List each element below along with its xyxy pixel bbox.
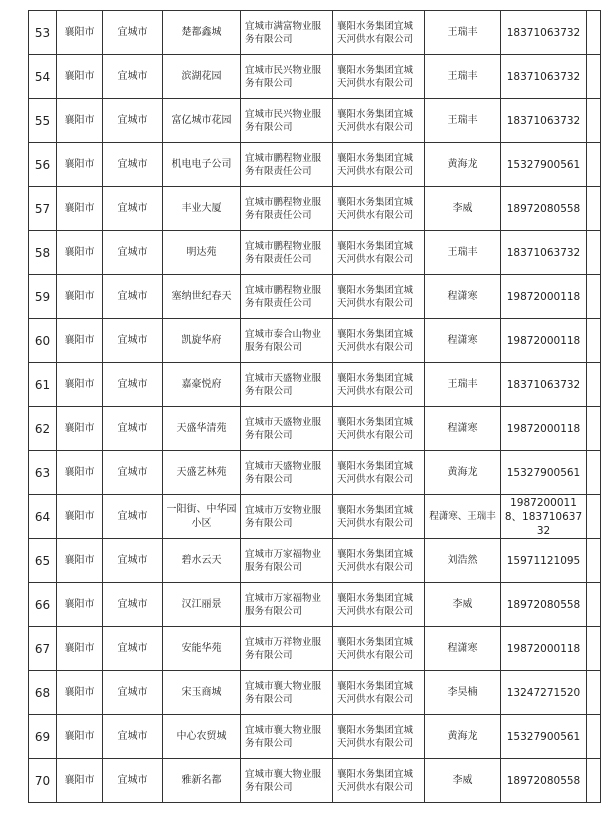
note-cell <box>587 495 601 539</box>
community-name-cell: 安能华苑 <box>163 627 241 671</box>
note-cell <box>587 143 601 187</box>
city-cell: 襄阳市 <box>57 275 103 319</box>
community-name-cell: 富亿城市花园 <box>163 99 241 143</box>
phone-number-cell: 19872000118 <box>501 275 587 319</box>
contact-person-cell: 黄海龙 <box>425 143 501 187</box>
contact-person-cell: 黄海龙 <box>425 715 501 759</box>
table-row <box>29 11 601 55</box>
water-company-cell: 襄阳水务集团宜城天河供水有限公司 <box>333 627 425 671</box>
phone-number-cell: 19872000118 <box>501 407 587 451</box>
water-company-cell: 襄阳水务集团宜城天河供水有限公司 <box>333 715 425 759</box>
property-company-cell: 宜城市万祥物业服务有限公司 <box>241 627 333 671</box>
community-name-cell: 机电电子公司 <box>163 143 241 187</box>
row-number-cell: 61 <box>29 363 57 407</box>
phone-number-cell: 18972080558 <box>501 187 587 231</box>
table-row <box>29 99 601 143</box>
note-cell <box>587 539 601 583</box>
contact-person-cell: 程潇寒 <box>425 319 501 363</box>
community-name-cell: 雅新名都 <box>163 759 241 803</box>
table-row <box>29 275 601 319</box>
phone-number-cell: 18371063732 <box>501 99 587 143</box>
row-number-cell: 55 <box>29 99 57 143</box>
property-company-cell: 宜城市天盛物业服务有限公司 <box>241 363 333 407</box>
county-cell: 宜城市 <box>103 759 163 803</box>
community-name-cell: 凯旋华府 <box>163 319 241 363</box>
city-cell: 襄阳市 <box>57 583 103 627</box>
city-cell: 襄阳市 <box>57 627 103 671</box>
county-cell: 宜城市 <box>103 11 163 55</box>
county-cell: 宜城市 <box>103 451 163 495</box>
county-cell: 宜城市 <box>103 55 163 99</box>
property-company-cell: 宜城市天盛物业服务有限公司 <box>241 451 333 495</box>
property-company-cell: 宜城市鹏程物业服务有限责任公司 <box>241 275 333 319</box>
contact-person-cell: 程潇寒 <box>425 275 501 319</box>
city-cell: 襄阳市 <box>57 99 103 143</box>
roster-body <box>29 11 601 803</box>
property-company-cell: 宜城市襄大物业服务有限公司 <box>241 715 333 759</box>
county-cell: 宜城市 <box>103 231 163 275</box>
community-name-cell: 天盛艺林苑 <box>163 451 241 495</box>
table-row <box>29 187 601 231</box>
note-cell <box>587 627 601 671</box>
county-cell: 宜城市 <box>103 363 163 407</box>
county-cell: 宜城市 <box>103 187 163 231</box>
note-cell <box>587 319 601 363</box>
contact-person-cell: 程潇寒、王瑞丰 <box>425 495 501 539</box>
phone-number-cell: 13247271520 <box>501 671 587 715</box>
note-cell <box>587 583 601 627</box>
row-number-cell: 69 <box>29 715 57 759</box>
city-cell: 襄阳市 <box>57 143 103 187</box>
community-name-cell: 一阳街、中华园小区 <box>163 495 241 539</box>
county-cell: 宜城市 <box>103 407 163 451</box>
community-name-cell: 天盛华清苑 <box>163 407 241 451</box>
phone-number-cell: 18371063732 <box>501 231 587 275</box>
row-number-cell: 57 <box>29 187 57 231</box>
property-company-cell: 宜城市民兴物业服务有限公司 <box>241 55 333 99</box>
note-cell <box>587 715 601 759</box>
water-company-cell: 襄阳水务集团宜城天河供水有限公司 <box>333 11 425 55</box>
contact-person-cell: 王瑞丰 <box>425 99 501 143</box>
phone-number-cell: 18972080558 <box>501 583 587 627</box>
table-row <box>29 231 601 275</box>
table-row <box>29 407 601 451</box>
row-number-cell: 58 <box>29 231 57 275</box>
water-company-cell: 襄阳水务集团宜城天河供水有限公司 <box>333 451 425 495</box>
county-cell: 宜城市 <box>103 275 163 319</box>
row-number-cell: 67 <box>29 627 57 671</box>
table-row <box>29 627 601 671</box>
property-company-cell: 宜城市泰合山物业服务有限公司 <box>241 319 333 363</box>
water-company-cell: 襄阳水务集团宜城天河供水有限公司 <box>333 671 425 715</box>
city-cell: 襄阳市 <box>57 495 103 539</box>
table-row <box>29 55 601 99</box>
water-company-cell: 襄阳水务集团宜城天河供水有限公司 <box>333 231 425 275</box>
note-cell <box>587 451 601 495</box>
city-cell: 襄阳市 <box>57 715 103 759</box>
water-company-cell: 襄阳水务集团宜城天河供水有限公司 <box>333 275 425 319</box>
table-row <box>29 583 601 627</box>
property-company-cell: 宜城市天盛物业服务有限公司 <box>241 407 333 451</box>
city-cell: 襄阳市 <box>57 407 103 451</box>
water-company-cell: 襄阳水务集团宜城天河供水有限公司 <box>333 55 425 99</box>
county-cell: 宜城市 <box>103 143 163 187</box>
city-cell: 襄阳市 <box>57 363 103 407</box>
water-company-cell: 襄阳水务集团宜城天河供水有限公司 <box>333 583 425 627</box>
contact-person-cell: 李昊楠 <box>425 671 501 715</box>
row-number-cell: 53 <box>29 11 57 55</box>
city-cell: 襄阳市 <box>57 319 103 363</box>
contact-person-cell: 程潇寒 <box>425 407 501 451</box>
county-cell: 宜城市 <box>103 583 163 627</box>
community-name-cell: 汉江丽景 <box>163 583 241 627</box>
contact-person-cell: 王瑞丰 <box>425 231 501 275</box>
property-company-cell: 宜城市万安物业服务有限公司 <box>241 495 333 539</box>
row-number-cell: 54 <box>29 55 57 99</box>
community-name-cell: 塞纳世纪春天 <box>163 275 241 319</box>
county-cell: 宜城市 <box>103 539 163 583</box>
table-row <box>29 451 601 495</box>
property-company-cell: 宜城市万家福物业服务有限公司 <box>241 583 333 627</box>
contact-person-cell: 黄海龙 <box>425 451 501 495</box>
note-cell <box>587 231 601 275</box>
phone-number-cell: 15327900561 <box>501 715 587 759</box>
city-cell: 襄阳市 <box>57 451 103 495</box>
row-number-cell: 70 <box>29 759 57 803</box>
property-company-cell: 宜城市襄大物业服务有限公司 <box>241 671 333 715</box>
row-number-cell: 62 <box>29 407 57 451</box>
note-cell <box>587 187 601 231</box>
contact-person-cell: 李威 <box>425 759 501 803</box>
contact-person-cell: 王瑞丰 <box>425 55 501 99</box>
note-cell <box>587 759 601 803</box>
phone-number-cell: 19872000118 <box>501 319 587 363</box>
contact-person-cell: 王瑞丰 <box>425 363 501 407</box>
contact-person-cell: 程潇寒 <box>425 627 501 671</box>
water-company-cell: 襄阳水务集团宜城天河供水有限公司 <box>333 187 425 231</box>
note-cell <box>587 11 601 55</box>
water-company-cell: 襄阳水务集团宜城天河供水有限公司 <box>333 495 425 539</box>
table-row <box>29 143 601 187</box>
row-number-cell: 66 <box>29 583 57 627</box>
city-cell: 襄阳市 <box>57 55 103 99</box>
phone-number-cell: 19872000118、18371063732 <box>501 495 587 539</box>
contact-person-cell: 王瑞丰 <box>425 11 501 55</box>
row-number-cell: 63 <box>29 451 57 495</box>
city-cell: 襄阳市 <box>57 671 103 715</box>
water-company-cell: 襄阳水务集团宜城天河供水有限公司 <box>333 407 425 451</box>
row-number-cell: 65 <box>29 539 57 583</box>
water-company-cell: 襄阳水务集团宜城天河供水有限公司 <box>333 99 425 143</box>
table-row <box>29 671 601 715</box>
row-number-cell: 59 <box>29 275 57 319</box>
row-number-cell: 60 <box>29 319 57 363</box>
note-cell <box>587 363 601 407</box>
property-company-cell: 宜城市鹏程物业服务有限责任公司 <box>241 187 333 231</box>
community-name-cell: 碧水云天 <box>163 539 241 583</box>
property-company-cell: 宜城市万家福物业服务有限公司 <box>241 539 333 583</box>
property-company-cell: 宜城市民兴物业服务有限公司 <box>241 99 333 143</box>
city-cell: 襄阳市 <box>57 231 103 275</box>
row-number-cell: 56 <box>29 143 57 187</box>
phone-number-cell: 15327900561 <box>501 451 587 495</box>
contact-roster-table <box>28 10 601 803</box>
city-cell: 襄阳市 <box>57 539 103 583</box>
county-cell: 宜城市 <box>103 671 163 715</box>
phone-number-cell: 18371063732 <box>501 55 587 99</box>
phone-number-cell: 18371063732 <box>501 363 587 407</box>
community-name-cell: 楚都鑫城 <box>163 11 241 55</box>
table-row <box>29 539 601 583</box>
community-name-cell: 嘉豪悦府 <box>163 363 241 407</box>
water-company-cell: 襄阳水务集团宜城天河供水有限公司 <box>333 319 425 363</box>
note-cell <box>587 407 601 451</box>
water-company-cell: 襄阳水务集团宜城天河供水有限公司 <box>333 363 425 407</box>
row-number-cell: 68 <box>29 671 57 715</box>
contact-person-cell: 李威 <box>425 583 501 627</box>
phone-number-cell: 19872000118 <box>501 627 587 671</box>
note-cell <box>587 55 601 99</box>
water-company-cell: 襄阳水务集团宜城天河供水有限公司 <box>333 539 425 583</box>
community-name-cell: 丰业大厦 <box>163 187 241 231</box>
community-name-cell: 中心农贸城 <box>163 715 241 759</box>
contact-person-cell: 李威 <box>425 187 501 231</box>
property-company-cell: 宜城市鹏程物业服务有限责任公司 <box>241 143 333 187</box>
property-company-cell: 宜城市襄大物业服务有限公司 <box>241 759 333 803</box>
note-cell <box>587 99 601 143</box>
water-company-cell: 襄阳水务集团宜城天河供水有限公司 <box>333 143 425 187</box>
note-cell <box>587 671 601 715</box>
row-number-cell: 64 <box>29 495 57 539</box>
county-cell: 宜城市 <box>103 627 163 671</box>
phone-number-cell: 18371063732 <box>501 11 587 55</box>
city-cell: 襄阳市 <box>57 187 103 231</box>
table-row <box>29 715 601 759</box>
city-cell: 襄阳市 <box>57 11 103 55</box>
city-cell: 襄阳市 <box>57 759 103 803</box>
community-name-cell: 宋玉商城 <box>163 671 241 715</box>
phone-number-cell: 15971121095 <box>501 539 587 583</box>
county-cell: 宜城市 <box>103 495 163 539</box>
contact-person-cell: 刘浩然 <box>425 539 501 583</box>
note-cell <box>587 275 601 319</box>
county-cell: 宜城市 <box>103 319 163 363</box>
table-row <box>29 759 601 803</box>
water-company-cell: 襄阳水务集团宜城天河供水有限公司 <box>333 759 425 803</box>
phone-number-cell: 15327900561 <box>501 143 587 187</box>
county-cell: 宜城市 <box>103 99 163 143</box>
property-company-cell: 宜城市满富物业服务有限公司 <box>241 11 333 55</box>
table-row <box>29 363 601 407</box>
table-row <box>29 495 601 539</box>
county-cell: 宜城市 <box>103 715 163 759</box>
table-row <box>29 319 601 363</box>
community-name-cell: 明达苑 <box>163 231 241 275</box>
community-name-cell: 滨湖花园 <box>163 55 241 99</box>
property-company-cell: 宜城市鹏程物业服务有限责任公司 <box>241 231 333 275</box>
phone-number-cell: 18972080558 <box>501 759 587 803</box>
